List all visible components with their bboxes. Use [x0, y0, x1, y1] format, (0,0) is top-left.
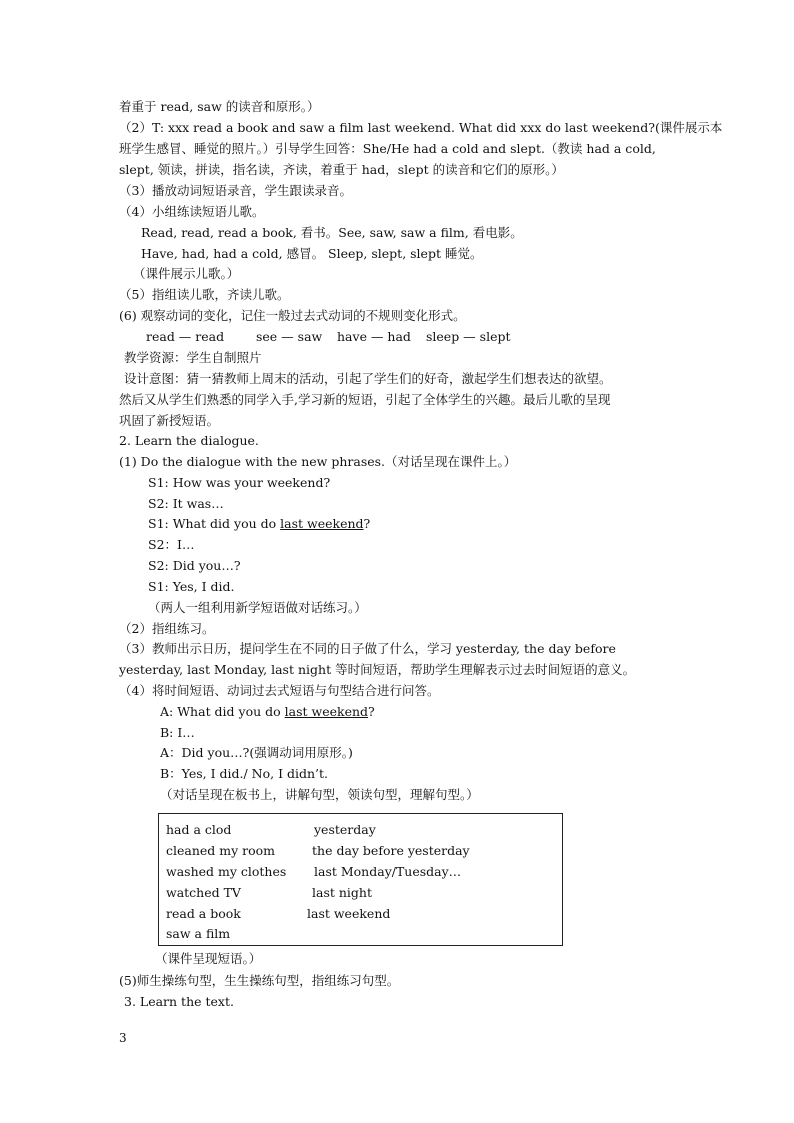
dialogue-line: S2: It was… — [148, 496, 224, 511]
underlined-phrase: last weekend — [284, 704, 369, 719]
paragraph-line: （4）将时间短语、动词过去式短语与句型结合进行问答。 — [119, 683, 440, 698]
qa-line: B：Yes, I did./ No, I didn’t. — [160, 766, 329, 781]
verb-form: see — saw — [256, 329, 323, 344]
phrase-right: last Monday/Tuesday… — [314, 864, 462, 879]
dialogue-line: S1: How was your weekend? — [148, 475, 331, 490]
paragraph-line: 着重于 read, saw 的读音和原形。） — [119, 99, 320, 114]
dialogue-line: S2：I… — [148, 537, 195, 552]
underlined-phrase: last weekend — [280, 516, 364, 531]
paragraph-line: slept, 领读，拼读，指名读，齐读，着重于 had，slept 的读音和它们的原形。） — [119, 162, 564, 177]
paragraph-line: （2）T: xxx read a book and saw a film last weekend. What did xxx do last weekend?(课件展示本 — [119, 120, 723, 135]
dialogue-line: S1: Yes, I did. — [148, 579, 235, 594]
qa-line: A：Did you…?(强调动词用原形。) — [160, 745, 353, 760]
dialogue-text: ? — [363, 516, 371, 531]
section-heading: 3. Learn the text. — [124, 994, 234, 1009]
verb-form: read — read — [146, 329, 225, 344]
intent-line: 巩固了新授短语。 — [119, 413, 220, 428]
note-line: （对话呈现在板书上，讲解句型，领读句型，理解句型。） — [160, 787, 479, 802]
paragraph-line: (5)师生操练句型，生生操练句型，指组练习句型。 — [119, 973, 400, 988]
paragraph-line: 班学生感冒、睡觉的照片。）引导学生回答：She/He had a cold and slept.（教读 had a cold, — [119, 141, 656, 156]
phrase-left: watched TV — [166, 885, 241, 900]
paragraph-line: （5）指组读儿歌，齐读儿歌。 — [119, 287, 290, 302]
chant-line: Have, had, had a cold, 感冒。 Sleep, slept, slept 睡觉。 — [141, 246, 483, 261]
note-line: （课件展示儿歌。） — [133, 266, 240, 281]
paragraph-line: （4）小组练读短语儿歌。 — [119, 204, 265, 219]
page-number: 3 — [119, 1031, 127, 1045]
intent-line: 然后又从学生们熟悉的同学入手,学习新的短语，引起了全体学生的兴趣。最后儿歌的呈现 — [119, 392, 611, 407]
phrase-left: cleaned my room — [166, 843, 276, 858]
paragraph-line: （3）播放动词短语录音，学生跟读录音。 — [119, 183, 352, 198]
dialogue-line: S2: Did you…? — [148, 558, 241, 573]
resource-line: 教学资源：学生自制照片 — [124, 350, 262, 365]
phrase-left: washed my clothes — [166, 864, 287, 879]
qa-text: ? — [368, 704, 375, 719]
qa-line — [160, 702, 375, 722]
qa-line: B: I… — [160, 725, 195, 740]
phrase-right: last weekend — [307, 906, 391, 921]
verb-form: sleep — slept — [426, 329, 511, 344]
section-heading: 2. Learn the dialogue. — [119, 433, 259, 448]
note-line: （两人一组利用新学短语做对话练习。） — [148, 600, 367, 615]
paragraph-line: (1) Do the dialogue with the new phrases.（对话呈现在课件上。） — [119, 454, 517, 469]
dialogue-line — [148, 514, 370, 534]
phrase-right: yesterday — [314, 822, 376, 837]
phrase-right: the day before yesterday — [312, 843, 470, 858]
phrase-left: saw a film — [166, 926, 231, 941]
phrase-left: had a clod — [166, 822, 232, 837]
paragraph-line: （3）教师出示日历，提问学生在不同的日子做了什么，学习 yesterday, the day before — [119, 641, 616, 656]
dialogue-text: S1: What did you do — [148, 516, 281, 531]
phrase-left: read a book — [166, 906, 241, 921]
paragraph-line: (6) 观察动词的变化，记住一般过去式动词的不规则变化形式。 — [119, 308, 466, 323]
qa-text: A: What did you do — [160, 704, 285, 719]
paragraph-line: （2）指组练习。 — [119, 621, 215, 636]
note-line: （课件呈现短语。） — [155, 951, 262, 966]
chant-line: Read, read, read a book, 看书。See, saw, saw a film, 看电影。 — [141, 225, 523, 240]
intent-line: 设计意图：猜一猜教师上周末的活动，引起了学生们的好奇，激起学生们想表达的欲望。 — [124, 371, 612, 386]
paragraph-line: yesterday, last Monday, last night 等时间短语，帮助学生理解表示过去时间短语的意义。 — [119, 662, 636, 677]
phrase-right: last night — [312, 885, 372, 900]
verb-form: have — had — [337, 329, 411, 344]
